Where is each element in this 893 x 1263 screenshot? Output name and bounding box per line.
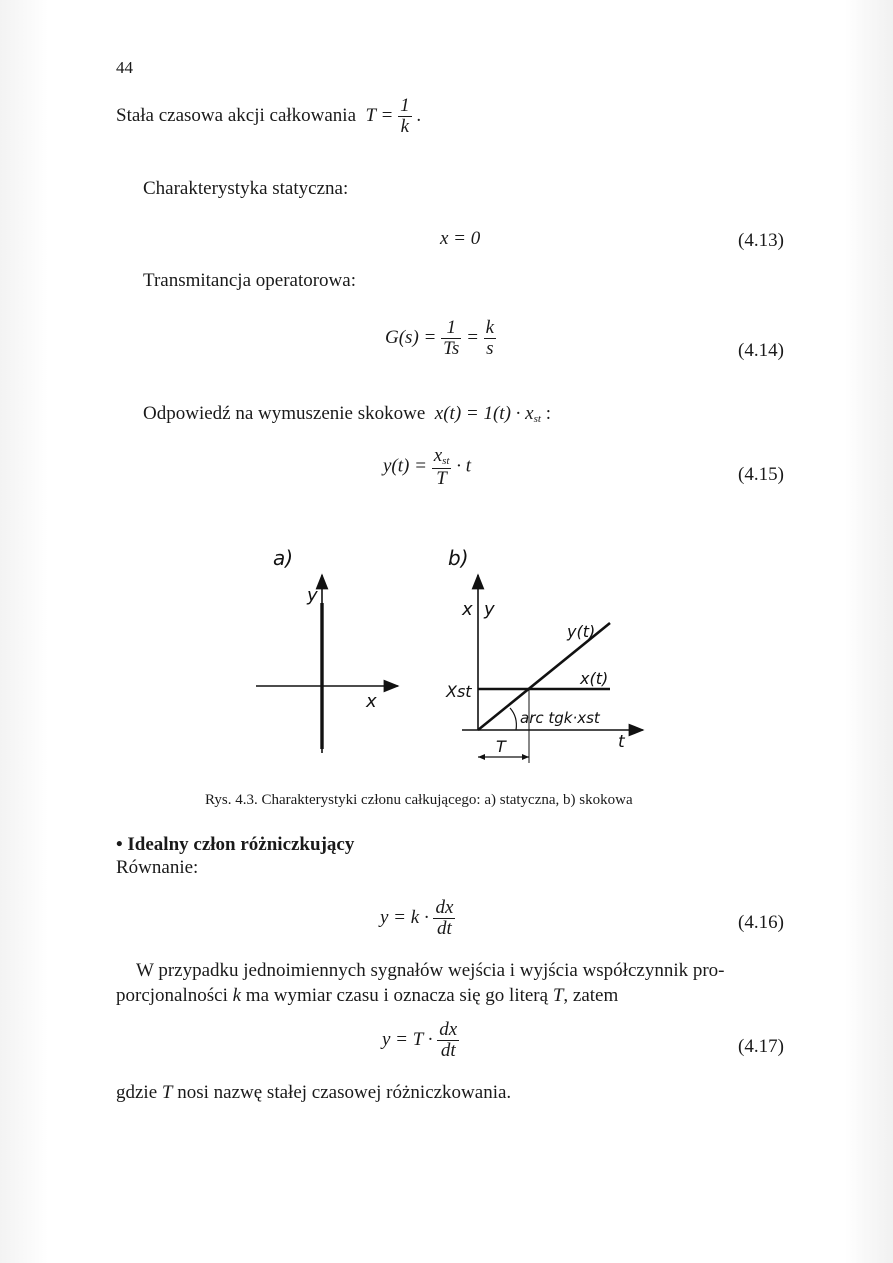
panel-b-t-label: t	[618, 732, 625, 752]
equation-number-4-16: (4.16)	[738, 912, 784, 933]
final-line: gdzie T nosi nazwę stałej czasowej różniczkowania.	[116, 1082, 512, 1103]
page-number: 44	[116, 58, 133, 77]
section-title: • Idealny człon różniczkujący	[116, 834, 355, 855]
panel-b-arc-label: arc tgk·xst	[520, 709, 600, 727]
equation-4-15: y(t) = $\frac{x_{st}}{T}$ · t	[383, 445, 471, 489]
time-constant-label: Stała czasowa akcji całkowania	[116, 104, 357, 126]
step-response-line: Odpowiedź na wymuszenie skokowe $x(t) = 1(t) \cdot x_{st}$ :	[143, 403, 551, 425]
panel-b-xt-label: x(t)	[580, 669, 609, 688]
static-char-label: Charakterystyka statyczna:	[143, 178, 349, 199]
fraction-1-over-k: $\frac{1}{k}$	[400, 95, 410, 137]
equation-4-13: x = 0	[440, 228, 481, 249]
scan-shadow-left	[0, 0, 48, 1263]
equation-4-16: y = k · $\frac{dx}{dt}$	[380, 897, 454, 939]
panel-b-angle-arc	[510, 708, 516, 730]
paragraph-line-2: porcjonalności k ma wymiar czasu i oznacza się go literą T, zatem	[116, 985, 619, 1006]
panel-a-label: a)	[273, 546, 294, 570]
equation-number-4-13: (4.13)	[738, 230, 784, 251]
panel-b-xst-label: Xst	[446, 682, 472, 701]
step-input-formula: $x(t) = 1(t) \cdot x_{st}$	[430, 403, 541, 425]
equation-4-17: y = T · $\frac{dx}{dt}$	[382, 1019, 458, 1061]
panel-b-T-label: T	[496, 737, 506, 756]
figure-caption: Rys. 4.3. Charakterystyki członu całkującego: a) statyczna, b) skokowa	[205, 792, 633, 808]
equation-number-4-14: (4.14)	[738, 340, 784, 361]
time-constant-line: Stała czasowa akcji całkowania T = $\frac{1}{k}$ .	[116, 95, 422, 137]
panel-b-y-axis-label: y	[484, 599, 495, 620]
transfer-label: Transmitancja operatorowa:	[143, 270, 356, 291]
panel-b-label: b)	[448, 546, 469, 570]
step-response-label: Odpowiedź na wymuszenie skokowe	[143, 403, 426, 424]
scan-shadow-right	[845, 0, 893, 1263]
panel-a-y-label: y	[307, 585, 318, 606]
panel-b-x-axis-label: x	[462, 599, 473, 620]
equation-4-14: G(s) = $\frac{1}{Ts}$ = $\frac{k}{s}$	[385, 317, 495, 359]
equation-number-4-17: (4.17)	[738, 1036, 784, 1057]
time-constant-formula: T = $\frac{1}{k}$	[360, 95, 410, 137]
panel-b-yt-label: y(t)	[567, 622, 596, 641]
panel-a-x-label: x	[366, 691, 377, 712]
paragraph-line-1: W przypadku jednoimiennych sygnałów wejścia i wyjścia współczynnik pro-	[136, 960, 725, 981]
figure-4-3	[240, 535, 660, 780]
equation-label: Równanie:	[116, 857, 199, 878]
equation-number-4-15: (4.15)	[738, 464, 784, 485]
